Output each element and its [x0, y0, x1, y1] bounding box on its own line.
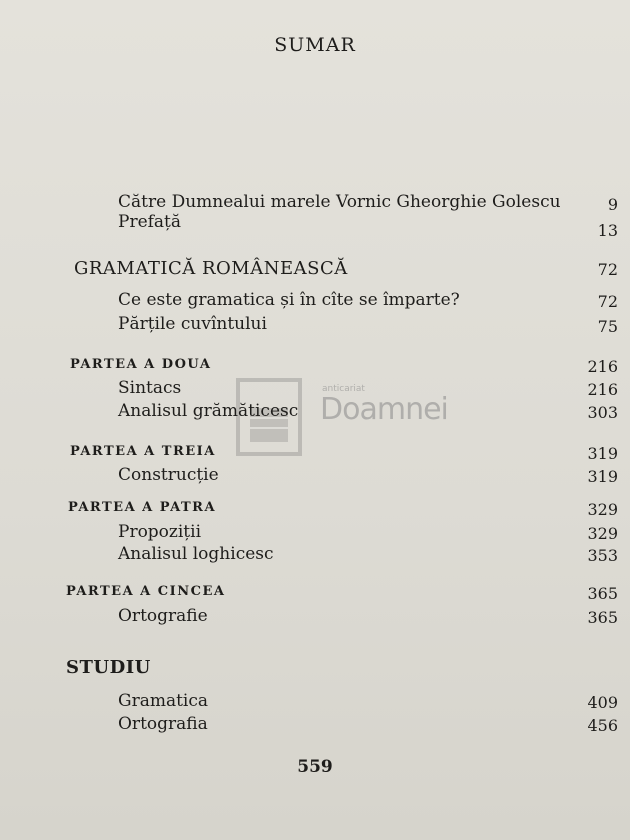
toc-part-label: PARTEA A PATRA	[68, 500, 217, 515]
toc-label: Analisul grămăticesc	[118, 401, 299, 421]
toc-page: 9	[607, 195, 618, 214]
watermark-small-text: anticariat	[322, 384, 365, 394]
toc-page: 409	[587, 693, 618, 712]
watermark-brand-text: Doamnei	[320, 392, 448, 427]
toc-page: 365	[587, 584, 618, 603]
toc-label: Analisul loghicesc	[118, 544, 274, 564]
toc-label: Sintacs	[118, 378, 182, 398]
toc-page: 329	[587, 500, 618, 519]
toc-label: Ortografie	[118, 606, 208, 626]
toc-row	[0, 714, 630, 738]
toc-page: 72	[597, 260, 618, 279]
toc-row	[0, 606, 630, 630]
toc-page: 216	[587, 357, 618, 376]
toc-label: Construcție	[118, 465, 219, 485]
toc-part-label: PARTEA A DOUA	[70, 357, 212, 372]
toc-page: 319	[587, 444, 618, 463]
toc-label: Gramatica	[118, 691, 209, 711]
toc-row	[0, 584, 630, 608]
toc-part-label: PARTEA A CINCEA	[66, 584, 226, 599]
toc-label: Ce este gramatica și în cîte se împarte?	[118, 290, 460, 310]
toc-row	[0, 544, 630, 568]
toc-row	[0, 522, 630, 546]
toc-row	[0, 258, 630, 282]
toc-page: 353	[587, 546, 618, 565]
toc-row	[0, 657, 630, 681]
toc-label: Părțile cuvîntului	[118, 314, 267, 334]
toc-row	[0, 500, 630, 524]
toc-page: 216	[587, 380, 618, 399]
toc-page: 365	[587, 608, 618, 627]
toc-row	[0, 290, 630, 314]
toc-part-label: PARTEA A TREIA	[70, 444, 216, 459]
toc-page: 13	[597, 221, 618, 240]
toc-page: 303	[587, 403, 618, 422]
toc-page: 319	[587, 467, 618, 486]
toc-label: Prefață	[118, 212, 182, 232]
toc-row	[0, 465, 630, 489]
toc-label: Către Dumnealui marele Vornic Gheorghie Golescu	[118, 192, 561, 212]
toc-page: 72	[597, 292, 618, 311]
page-title: SUMAR	[274, 34, 356, 56]
toc-section-label: STUDIU	[66, 657, 151, 678]
toc-page: 75	[597, 317, 618, 336]
toc-row	[0, 314, 630, 338]
toc-label: Propoziții	[118, 522, 202, 542]
toc-row	[0, 378, 630, 402]
toc-row	[0, 691, 630, 715]
toc-section-label: GRAMATICĂ ROMÂNEASCĂ	[74, 258, 348, 279]
toc-row	[0, 212, 630, 240]
toc-label: Ortografia	[118, 714, 208, 734]
toc-row	[0, 401, 630, 425]
toc-page: 329	[587, 524, 618, 543]
page-number: 559	[297, 757, 333, 777]
toc-page: 456	[587, 716, 618, 735]
